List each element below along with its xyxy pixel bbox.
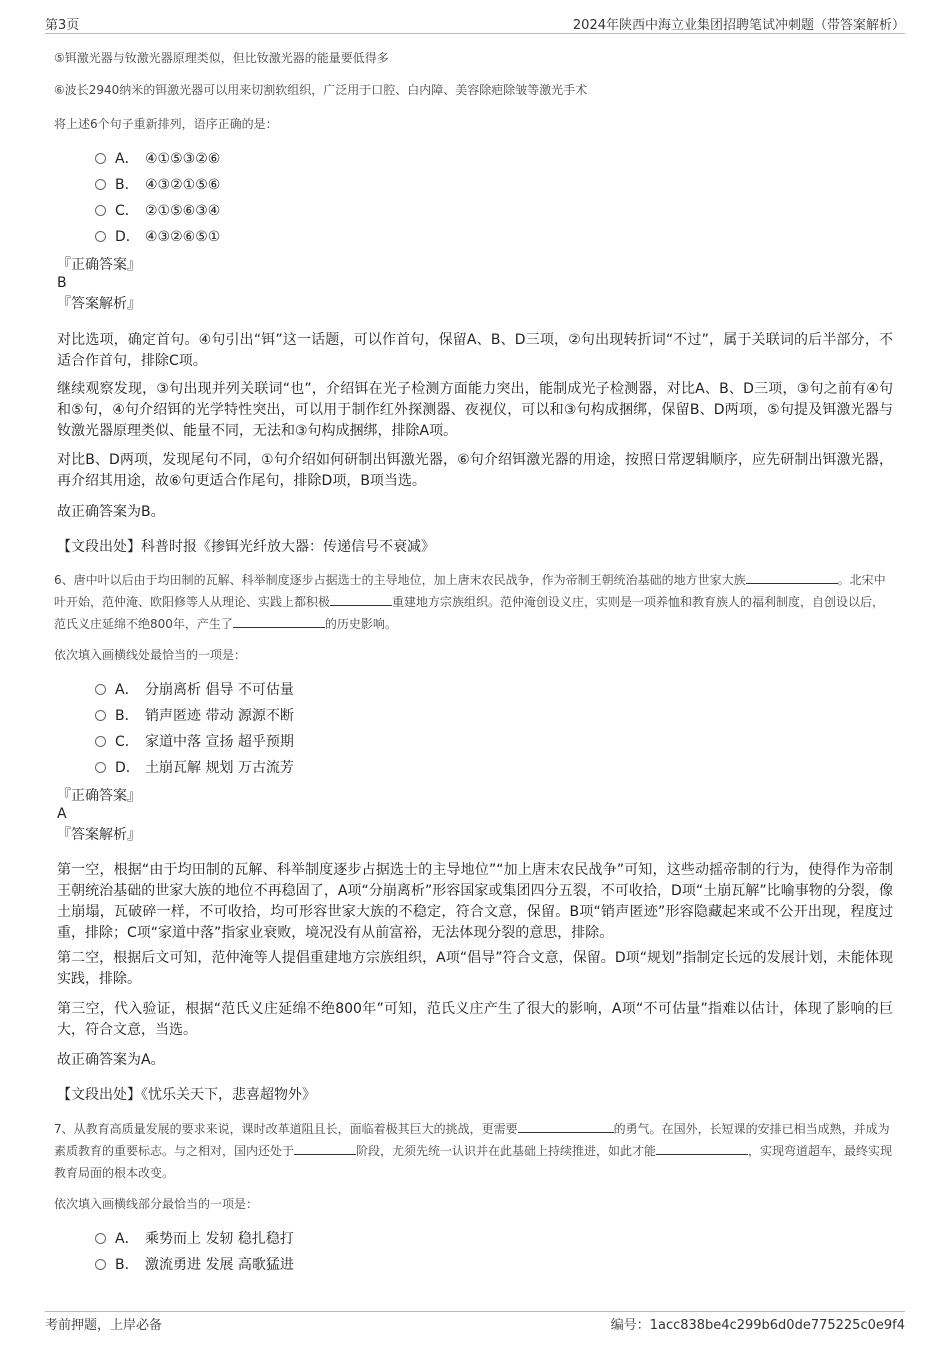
q6-analysis-paragraph: 第三空，代入验证，根据“范氏义庄延绵不绝800年”可知，范氏义庄产生了很大的影响，A项“不可估量”指难以估计，体现了影响的巨大，符合文意，当选。 [57,1001,893,1038]
q6-analysis-paragraph: 第二空，根据后文可知，范仲淹等人提倡重建地方宗族组织，A项“倡导”符合文意，保留。D项“规划”指制定长远的发展计划，未能体现实践，排除。 [57,950,893,987]
header-divider [45,33,905,34]
fill-blank [656,1140,748,1155]
q5-analysis-paragraph: 对比B、D两项，发现尾句不同，①句介绍如何研制出铒激光器，⑥句介绍铒激光器的用途，按照日常逻辑顺序，应先研制出铒激光器，再介绍其用途，故⑥句更适合作尾句，排除D项，B项当选。 [57,452,893,489]
q6-options [95,677,294,781]
radio-button[interactable] [95,1259,106,1270]
q6-option-c[interactable]: C． 家道中落 宣扬 超乎预期 [95,729,294,755]
q6-analysis-paragraph: 第一空，根据“由于均田制的瓦解、科举制度逐步占据选士的主导地位”“加上唐末农民战争”可知，这些动摇帝制的行为，使得作为帝制王朝统治基础的世家大族的地位不再稳固了，A项“分崩离析”形容国家或集团四分五裂，不可收拾，D项“土崩瓦解”比喻事物的分裂，像土崩塌，瓦破碎一样，不可收拾，均可形容世家大族的不稳定，符合文意，保留。B项“销声匿迹”形容隐藏起来或不公开出现，程度过重，排除；C项“家道中落”指家业衰败，境况没有从前富裕，无法体现分裂的意思，排除。 [57,862,893,941]
radio-button[interactable] [95,736,106,747]
q7-prompt: 依次填入画横线部分最恰当的一项是： [54,1197,259,1211]
q5-option-b[interactable]: B． ④③②①⑤⑥ [95,172,220,198]
radio-button[interactable] [95,684,106,695]
q7-option-b[interactable]: B． 激流勇进 发展 高歌猛进 [95,1252,294,1278]
q7-option-a[interactable]: A． 乘势而上 发轫 稳扎稳打 [95,1226,294,1252]
q6-prompt: 依次填入画横线处最恰当的一项是： [54,648,247,662]
fill-blank [233,613,325,628]
q5-option-d[interactable]: D． ④③②⑥⑤① [95,224,220,250]
q5-options [95,146,220,250]
fill-blank [330,591,392,606]
q5-analysis-label: 『答案解析』 [57,296,141,312]
q6-source: 【文段出处】《忧乐关天下，悲喜超物外》 [57,1087,316,1103]
q6-stem: 6、唐中叶以后由于均田制的瓦解、科举制度逐步占据选士的主导地位，加上唐末农民战争，作为帝制王朝统治基础的地方世家大族 。北宋中叶开始，范仲淹、欧阳修等人从理论、实践上都积极 重建地方宗族组织。范仲淹创设义庄，实则是一项养恤和教育族人的福利制度，自创设以后，范氏义庄延绵不绝800年，产生了 的历史影响。 [54,569,896,635]
radio-button[interactable] [95,153,106,164]
fill-blank [746,569,838,584]
q7-stem: 7、从教育高质量发展的要求来说，课时改革道阻且长，面临着极其巨大的挑战，更需要 的勇气。在国外，长短课的安排已相当成熟，并成为素质教育的重要标志。与之相对，国内还处于 阶段，尤须先统一认识并在此基础上持续推进，如此才能 ，实现弯道超车，最终实现教育局面的根本改变。 [54,1118,896,1184]
q6-option-d[interactable]: D． 土崩瓦解 规划 万古流芳 [95,755,294,781]
q6-answer: A [57,806,67,822]
q5-analysis-paragraph: 继续观察发现，③句出现并列关联词“也”，介绍铒在光子检测方面能力突出，能制成光子检测器，对比A、B、D三项，③句之前有④句和⑤句，④句介绍铒的光学特性突出，可以用于制作红外探测器、夜视仪，可以和③句构成捆绑，保留B、D两项，⑤句提及铒激光器与钕激光器原理类似、能量不同，无法和③句构成捆绑，排除A项。 [57,381,893,439]
footer-divider [45,1311,905,1312]
q5-sentence-6: ⑥波长2940纳米的铒激光器可以用来切割软组织，广泛用于口腔、白内障、美容除疤除皱等激光手术 [54,83,588,97]
q5-option-c[interactable]: C． ②①⑤⑥③④ [95,198,220,224]
q6-answer-label: 『正确答案』 [57,788,141,804]
page-header [45,14,905,34]
radio-button[interactable] [95,1233,106,1244]
document-title: 2024年陕西中海立业集团招聘笔试冲刺题（带答案解析） [572,18,905,33]
q5-prompt: 将上述6个句子重新排列，语序正确的是： [54,117,278,131]
q6-analysis-conclusion: 故正确答案为A。 [57,1052,165,1068]
q5-answer: B [57,275,67,291]
document-id: 编号：1acc838be4c299b6d0de775225c0e9f4 [610,1318,905,1333]
q5-option-a[interactable]: A． ④①⑤③②⑥ [95,146,220,172]
page-number: 第3页 [45,18,80,33]
fill-blank [294,1140,356,1155]
radio-button[interactable] [95,179,106,190]
page-footer [45,1314,905,1334]
q5-analysis-paragraph: 对比选项，确定首句。④句引出“铒”这一话题，可以作首句，保留A、B、D三项，②句出现转折词“不过”，属于关联词的后半部分，不适合作首句，排除C项。 [57,332,893,369]
q5-answer-label: 『正确答案』 [57,257,141,273]
radio-button[interactable] [95,231,106,242]
radio-button[interactable] [95,710,106,721]
q7-options [95,1226,294,1278]
q6-analysis-label: 『答案解析』 [57,827,141,843]
q5-source: 【文段出处】科普时报《掺铒光纤放大器：传递信号不衰减》 [57,539,435,555]
fill-blank [518,1118,614,1133]
q5-analysis-conclusion: 故正确答案为B。 [57,504,165,520]
q6-option-b[interactable]: B． 销声匿迹 带动 源源不断 [95,703,294,729]
footer-slogan: 考前押题，上岸必备 [45,1318,163,1333]
radio-button[interactable] [95,762,106,773]
radio-button[interactable] [95,205,106,216]
q6-option-a[interactable]: A． 分崩离析 倡导 不可估量 [95,677,294,703]
q5-sentence-5: ⑤铒激光器与钕激光器原理类似，但比钕激光器的能量要低得多 [54,51,389,65]
